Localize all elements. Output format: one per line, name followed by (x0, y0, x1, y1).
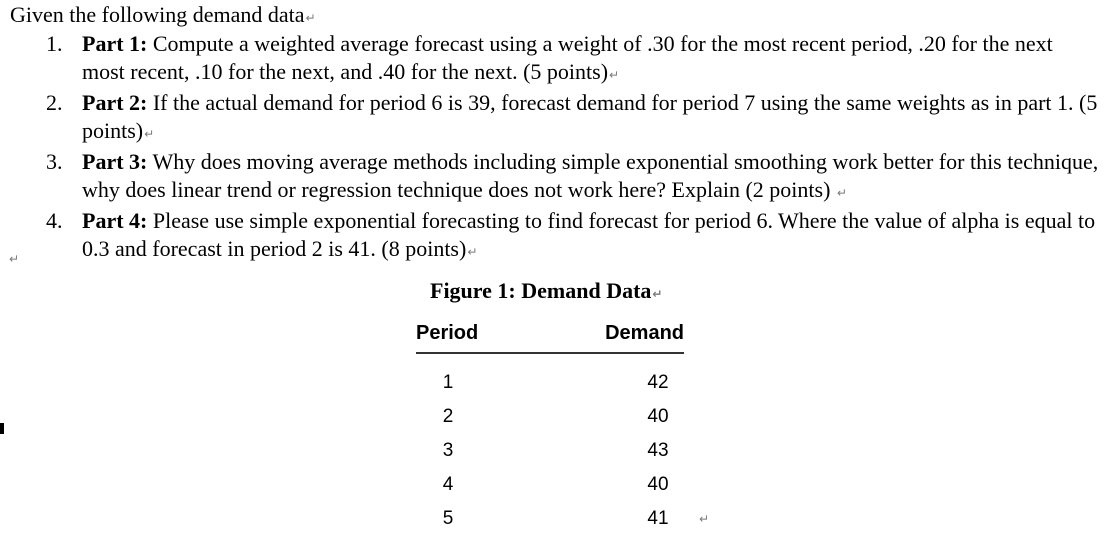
table-row (416, 402, 686, 436)
figure-title-text: Figure 1: Demand Data (430, 278, 652, 303)
paragraph-mark-icon: ↵ (836, 185, 847, 200)
table-row (416, 470, 686, 504)
table-row (416, 504, 710, 538)
intro-text (10, 2, 316, 31)
demand-table (416, 320, 710, 538)
demand-cell: 40 (647, 474, 669, 495)
list-number: 3. (46, 149, 63, 174)
period-cell: 1 (442, 372, 454, 393)
part-label: Part 4: (82, 208, 148, 233)
paragraph-mark-icon: ↵ (652, 287, 663, 301)
question-part-3 (0, 148, 1100, 207)
table-row (416, 368, 686, 402)
question-part-1 (0, 30, 1100, 89)
paragraph-mark-icon: ↵ (467, 244, 478, 259)
period-cell: 5 (442, 508, 454, 529)
part-text: If the actual demand for period 6 is 39, forecast demand for period 7 using the same weights as in part 1. (5 points) (82, 90, 1098, 143)
table-header (416, 320, 686, 350)
period-cell: 2 (442, 406, 454, 427)
table-row (416, 436, 686, 470)
paragraph-mark-icon: ↵ (9, 252, 20, 266)
list-number: 2. (46, 90, 63, 115)
demand-cell: 41 (647, 508, 669, 529)
question-part-2 (0, 89, 1100, 148)
list-number: 4. (46, 208, 63, 233)
period-cell: 3 (442, 440, 454, 461)
paragraph-mark-icon: ↵ (609, 67, 620, 82)
demand-cell: 42 (647, 372, 669, 393)
period-column-header: Period (416, 322, 479, 344)
demand-cell: 43 (647, 440, 669, 461)
part-label: Part 3: (82, 149, 148, 174)
period-cell: 4 (442, 474, 454, 495)
demand-cell: 40 (647, 406, 669, 427)
demand-column-header: Demand (605, 322, 684, 344)
paragraph-mark-icon: ↵ (144, 126, 155, 141)
figure-title (430, 277, 662, 308)
margin-mark (0, 423, 4, 434)
list-number: 1. (46, 31, 63, 56)
part-text: Compute a weighted average forecast using a weight of .30 for the most recent period, .20 for the next most recent, .10 for the next, and .40 for the next. (5 points) (82, 31, 1053, 84)
intro-label: Given the following demand data (10, 2, 305, 27)
part-label: Part 2: (82, 90, 148, 115)
part-text: Why does moving average methods including simple exponential smoothing work better for this technique, why does linear trend or regression technique does not work here? Explain (2 points) (82, 149, 1099, 202)
part-text: Please use simple exponential forecasting to find forecast for period 6. Where the value of alpha is equal to 0.3 and forecast in period 2 is 41. (8 points) (82, 208, 1096, 261)
question-part-4 (0, 207, 1100, 266)
question-list (0, 30, 1100, 266)
paragraph-mark-icon: ↵ (699, 512, 710, 526)
part-label: Part 1: (82, 31, 148, 56)
paragraph-mark-icon: ↵ (305, 11, 316, 25)
